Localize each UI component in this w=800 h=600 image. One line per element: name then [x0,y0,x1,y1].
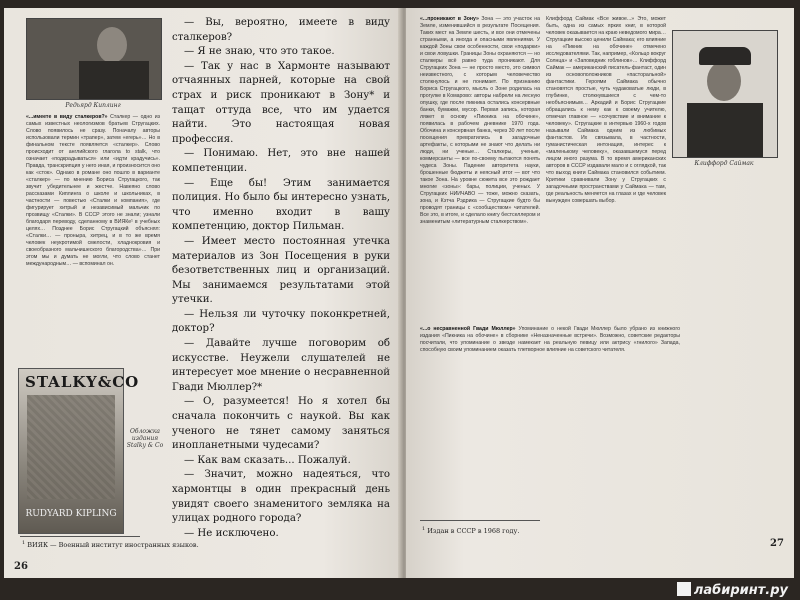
footnote-text: Издан в СССР в 1968 году. [427,527,520,536]
sidebar-lead: «...имеете в виду сталкеров?» [26,114,108,120]
paragraph: — Понимаю. Нет, это вне нашей компетенции. [172,148,390,174]
simak-photo [672,30,778,158]
zone-lead: «...проникают в Зону» [420,16,479,22]
cover-caption: Обложка издания Stalky & Co [126,428,164,449]
watermark-text: лабиринт.ру [693,583,788,598]
paragraph: — Как вам сказать... Пожалуй. [184,454,351,466]
paragraph: — Не исключено. [184,527,279,539]
footnote-divider [420,520,540,521]
portrait-head [97,27,127,63]
paragraph: — Давайте лучше поговорим об искусстве. Неужели слушателей не интересует мое мнение о несравненной Гвади Мюллер?* [172,338,390,393]
stalker-sidebar [26,114,160,268]
paragraph: — Так у нас в Хармонте называют отчаянных парней, которые на свой страх и риск проникают в Зону* и тащат оттуда все, что им удается найти. Это настоящая новая профессия. [172,60,390,145]
mueller-lead: «...о несравненной Гвади Мюллер» [420,326,516,332]
kipling-photo [26,18,162,100]
portrait-body [79,61,149,99]
footnote [22,540,199,549]
watermark [677,582,788,598]
portrait-hat [699,47,751,65]
paragraph: — Я не знаю, что это такое. [184,46,335,58]
zone-column [420,16,540,226]
mueller-note [420,326,680,354]
left-page [4,8,402,578]
footnote [422,526,519,535]
labirint-logo-icon [677,582,691,596]
simak-column [546,16,666,205]
zone-text: Зона — это участок на Земле, изменившийся в результате Посещения. Таких мест на Земле шесть, и все они отмечены странными, а иногда и опасными явлениями. У каждой Зоны свои особенности, свои «подарки» и свои ловушки. Границы Зоны охраняются — но сталкеры всё равно туда проникают. Для Стругацких Зона — не просто место, это символ неизвестного, с которым человечество столкнулось и не понимает. По признанию Бориса Стругацкого, мысль о Зоне родилась на прогулке в Комарово: авторы набрели на лесную опушку, где после пикника остались консервные банки, бумажки, мусор. Первая запись, которая ляжет в основу «Пикника на обочине», появилась в рабочем дневнике 1970 года. Обочина и консервная банка, через 30 лет после посещения превратились в загадочные артефакты, с которыми не знают что делать ни люди, ни ученые… Сталкеры, ученые, коммерсанты — все по-своему пытаются понять чудеса Зоны. Падение авторитета науки, брошенные бюджеты и неясный итог — вот что такое Зона. На уровне сюжета все это рождает многие «зоны»: бары, полиции, ученых. У Стругацких НИИЧАВО — тоже, можно сказать, зона, и Кэтча Рэдрика — Стругацкие будто бы проводят границы с «сообществом» читателей. Все это, в итоге, и сделало книгу бестселлером и знаменитым «литературным сталкерством». [420,16,540,225]
simak-text: Стругацкие в интервью 1960-х годов называли Саймака одним из любимых фантастов. Их связывала, в частности, гуманистическая интонация, интерес к «маленькому человеку», оказавшемуся перед лицом иного разума. В то время американских авторов в СССР издавали мало и с оглядкой, так что выход книги Саймака становился событием. Критики сравнивали Зону у Стругацких с загадочными пространствами у Саймака — там, где реальность меняется на глазах и где человек вынужден совершать выбор. [546,121,666,204]
kipling-photo-caption: Редьярд Киплинг [65,102,121,109]
footnote-mark: 1 [22,540,26,546]
cover-author: RUDYARD KIPLING [25,509,117,519]
mueller-text: Упоминание о некой Гвади Мюллер было убрано из книжного издания «Пикника на обочине» в сборнике «Неназначенные встречи». Возможно, советские редакторы посчитали, что упоминание о звезде намекает на реальную певицу или актрису «гнилого» Запада, способную своим упоминанием оказать тлетворное влияние на советского читателя. [420,326,680,353]
right-page [406,8,794,578]
stalky-book-cover [18,368,140,534]
footnote-text: ВИЯК — Военный институт иностранных языков. [27,541,199,550]
main-text-column [172,8,390,541]
paragraph: — Вы, вероятно, имеете в виду сталкеров? [172,17,390,43]
paragraph: — Имеет место постоянная утечка материалов из Зон Посещения в руки безответственных лиц и организаций. Мы занимаемся результатами этой утечки. [172,235,390,306]
paragraph: — Еще бы! Этим занимается полиция. Но было бы интересно узнать, что именно входит в вашу компетенцию, доктор Пильман. [172,177,390,233]
cover-illustration [27,395,115,499]
sidebar-text: Сталкер — одно из самых известных неологизмов братьев Стругацких. Слово появилось не сразу. Поначалу авторы использовали термин «трапер», затем «егерь»… Но в финальном тексте появляется «сталкер». Слово происходит от английского глагола to stalk, что означает «подкрадываться» или «идти крадучись». Правда, транскрипция у него иная, и произносится оно как «сток». Однако в романе оно пошло в варианте «сталкер» — по мнению Бориса Стругацкого, так звучит убедительнее и жестче. Навеяно слово рассказами Киплинга о школе и школьниках, в частности — повестью «Сталки и компания», где фигурирует хитрый и независимый мальчик по прозвищу «Сталки». В СССР этого не знали; узнали благодаря переводу, сделанному в ВИЯКе¹ в учебных целях… Позднее Борис Стругацкий объяснял: «Сталки… — проныра, хитрец, и в то же время человек неукротимой смелости, хладнокровия и своеобразного мальчишеского благородства»… При этом мы и думать не могли, что слово станет международным… — вспоминал он. [26,114,160,267]
simak-intro: Клиффорд Саймак «Все живое...» Это, может быть, одна из самых ярких книг, в которой человек оказывается на краю неведомого мира… Стругацкие высоко ценили Саймака; его влияние на «Пикник на обочине» отмечено исследователями. Так, например, «Кольцо вокруг Солнца» и «Заповедник гоблинов»… Клиффорд Саймак — американский писатель-фантаст, один из основоположников «пасторальной» фантастики. Героями Саймака обычно становятся простые, чуть чудаковатые люди, в глубинке, столкнувшиеся с чем-то необъяснимым… Аркадий и Борис Стругацкие обращались к нему как к своему учителю, отмечая главное — «сочувствие и внимание к человеку». [546,16,667,127]
paragraph: — Нельзя ли чуточку поконкретней, доктор? [172,308,390,335]
simak-photo-caption: Клиффорд Саймак [694,160,754,167]
cover-title: STALKY&CO [25,373,140,391]
footnote-divider [20,536,140,537]
paragraph: — О, разумеется! Но я хотел бы сначала покончить с наукой. Вы как ученого не тянет самому заняться инопланетными чудесами? [172,396,390,452]
page-number: 26 [14,561,28,572]
portrait-body [687,103,763,157]
paragraph: — Значит, можно надеяться, что хармонтцы в один прекрасный день увидят своего знаменитого земляка на улицах родного города? [172,469,390,525]
page-number: 27 [770,538,784,549]
footnote-mark: 1 [422,526,426,532]
portrait-head [707,61,741,101]
